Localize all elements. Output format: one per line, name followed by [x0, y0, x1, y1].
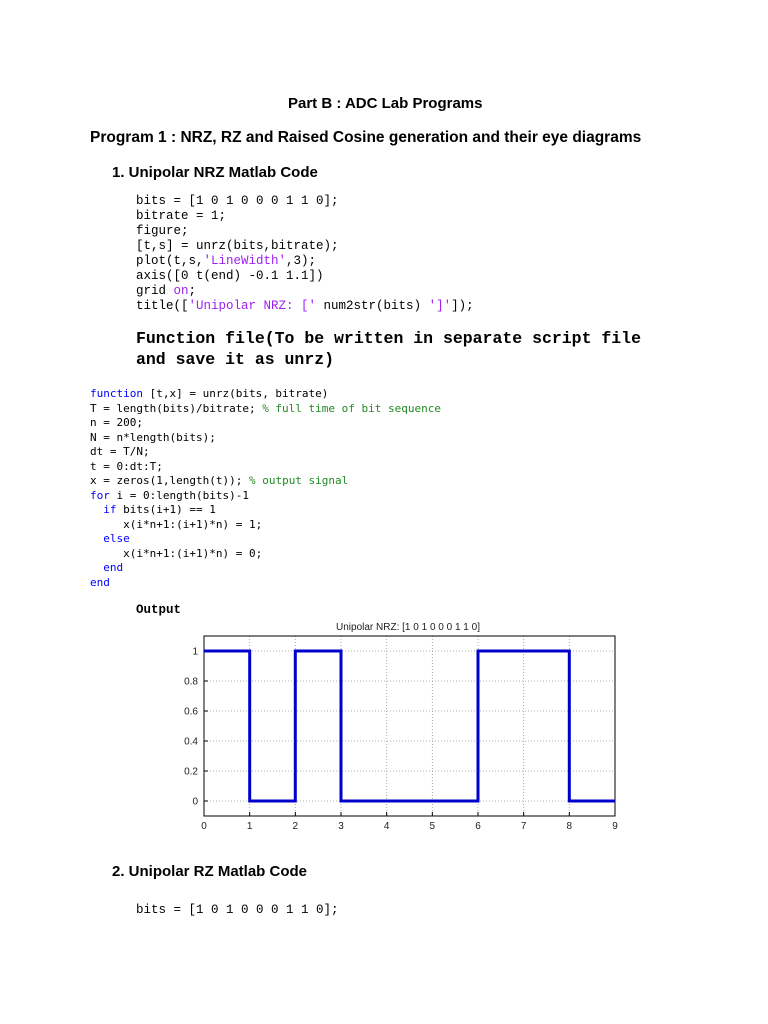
code-line: [90, 402, 441, 417]
code-token: bitrate = 1;: [136, 209, 227, 223]
code-token: end: [90, 575, 110, 589]
code-token: 'Unipolar NRZ: [': [188, 299, 317, 313]
function-note-line2: and save it as unrz): [136, 350, 335, 369]
code-token: x(i*n+1:(i+1)*n) = 0;: [90, 546, 263, 560]
code-token: bits(i+1) == 1: [116, 503, 216, 516]
y-tick-label: 0.8: [184, 676, 198, 688]
function-note-line1: Function file(To be written in separate script file: [136, 329, 641, 348]
code-token: function: [90, 387, 143, 400]
code-line: [90, 576, 441, 591]
code-token: [90, 532, 103, 545]
x-tick-label: 2: [292, 821, 299, 832]
code-token: num2str(bits): [316, 299, 429, 313]
code-line: [90, 460, 441, 475]
y-tick-label: 0.6: [184, 706, 198, 718]
y-tick-label: 1: [192, 646, 198, 658]
x-tick-label: 7: [520, 821, 527, 832]
code-line: [136, 269, 474, 284]
code-token: % output signal: [248, 474, 349, 487]
code-token: x = zeros(1,length(t));: [90, 474, 249, 487]
code-line: [136, 209, 474, 224]
code-line: [90, 416, 441, 431]
script-code-block: [136, 194, 474, 314]
program-title: Program 1 : NRZ, RZ and Raised Cosine generation and their eye diagrams: [90, 129, 642, 146]
code-token: figure;: [136, 224, 189, 238]
code-token: % full time of bit sequence: [262, 401, 441, 415]
x-tick-label: 9: [612, 821, 618, 832]
code-token: t = 0:dt:T;: [90, 459, 163, 473]
function-code-block: [90, 387, 441, 590]
x-tick-label: 0: [201, 821, 207, 832]
output-label: Output: [136, 603, 182, 617]
code-token: [90, 503, 103, 516]
code-token: axis([0 t(end) -0.1 1.1]): [136, 269, 324, 283]
code-token: else: [103, 532, 130, 545]
code-token: i = 0:length(bits)-1: [109, 488, 249, 502]
code-line: [90, 561, 441, 576]
part-title: Part B : ADC Lab Programs: [288, 95, 483, 112]
code-token: n = 200;: [90, 416, 143, 429]
code-line: [136, 239, 474, 254]
code-token: ,3);: [286, 254, 317, 268]
section2-title: 2. Unipolar RZ Matlab Code: [112, 863, 308, 880]
code-token: [t,s] = unrz(bits,bitrate);: [136, 239, 339, 253]
code-token: [t,x] = unrz(bits, bitrate): [142, 387, 329, 400]
code-line: [90, 518, 441, 533]
series-line-unipolar-nrz: [204, 651, 615, 801]
chart-title: Unipolar NRZ: [1 0 1 0 0 0 1 1 0]: [336, 622, 480, 633]
code-token: ]);: [451, 299, 474, 313]
code-line: [136, 224, 474, 239]
code-line: [90, 489, 441, 504]
code-token: on: [173, 284, 189, 298]
code-line: [136, 284, 474, 299]
code-line: [90, 387, 441, 402]
code-line: [90, 547, 441, 562]
code-token: 'LineWidth': [203, 254, 287, 268]
code-token: T = length(bits)/bitrate;: [90, 401, 263, 415]
chart-frame: [204, 636, 615, 816]
y-tick-label: 0.2: [184, 766, 198, 778]
x-tick-label: 8: [566, 821, 573, 832]
code-token: end: [103, 561, 124, 574]
code-token: grid: [136, 284, 174, 298]
code-token: ']': [428, 299, 452, 313]
code-line: [90, 474, 441, 489]
y-tick-label: 0: [192, 796, 198, 808]
code-token: dt = T/N;: [90, 445, 150, 458]
code-line: [90, 445, 441, 460]
code-line: [90, 431, 441, 446]
x-tick-label: 1: [246, 821, 253, 832]
x-tick-label: 5: [429, 821, 436, 832]
code-token: plot(t,s,: [136, 254, 204, 268]
code-token: if: [103, 503, 117, 516]
section1-title: 1. Unipolar NRZ Matlab Code: [112, 164, 318, 181]
nrz-chart: [150, 618, 640, 848]
code-line: [90, 532, 441, 547]
section2-code: bits = [1 0 1 0 0 0 1 1 0];: [136, 903, 339, 917]
code-line: [136, 299, 474, 314]
x-tick-label: 3: [338, 821, 344, 832]
code-line: [136, 194, 474, 209]
x-tick-label: 6: [475, 821, 481, 832]
code-token: bits = [1 0 1 0 0 0 1 1 0];: [136, 194, 339, 208]
x-tick-label: 4: [383, 821, 390, 832]
y-tick-label: 0.4: [184, 736, 198, 748]
code-token: title([: [136, 299, 189, 313]
code-token: ;: [188, 284, 197, 298]
code-token: N = n*length(bits);: [90, 430, 216, 444]
code-line: [136, 254, 474, 269]
code-token: for: [90, 488, 110, 502]
code-token: [90, 561, 103, 574]
code-token: x(i*n+1:(i+1)*n) = 1;: [90, 517, 263, 531]
code-line: [90, 503, 441, 518]
